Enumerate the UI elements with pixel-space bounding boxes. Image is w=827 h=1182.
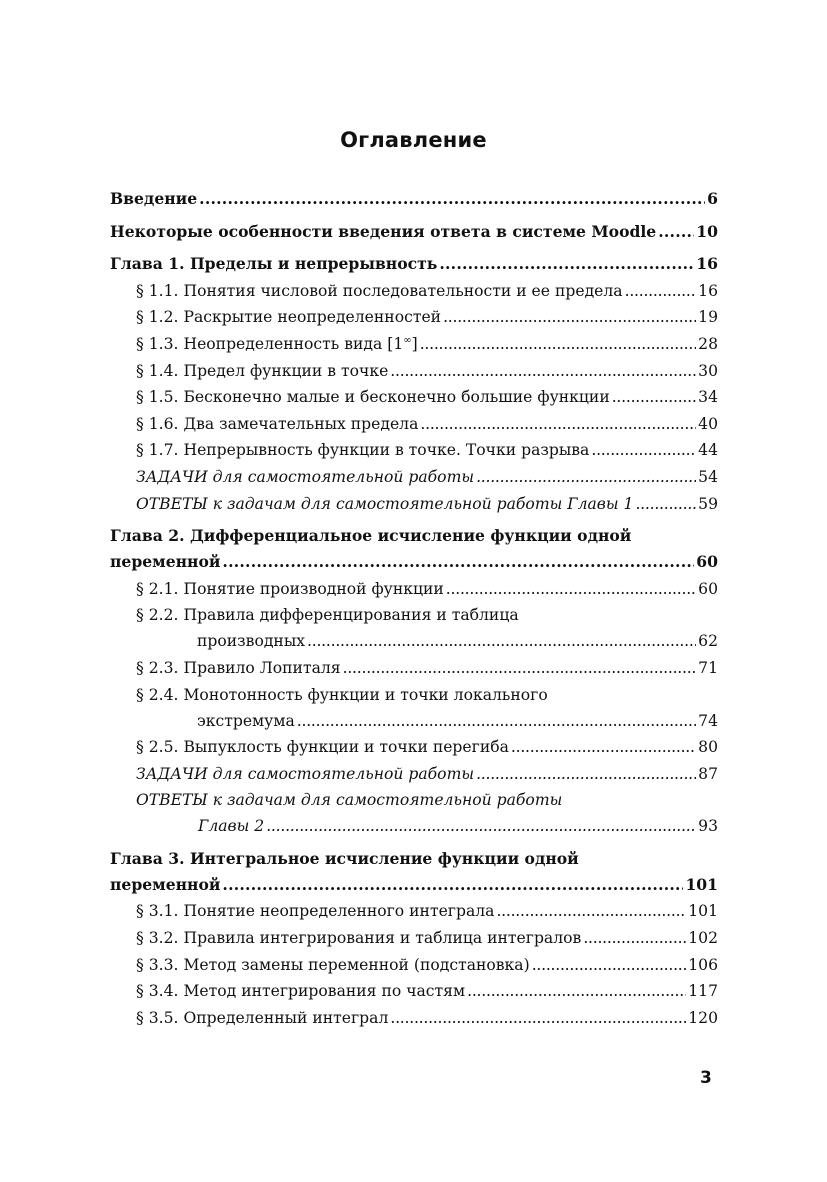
dot-leader [390, 358, 696, 385]
dot-leader [625, 278, 697, 305]
dot-leader [266, 813, 696, 840]
toc-entry-chapter-3-line2[interactable] [110, 872, 718, 899]
toc-entry-label: Введение [110, 189, 198, 208]
toc-entry-page: 101 [685, 874, 718, 894]
toc-entry-label: § 1.2. Раскрытие неопределенностей [136, 308, 442, 327]
toc-entry-page: 93 [698, 817, 718, 836]
toc-entry-intro[interactable] [110, 186, 718, 213]
toc-entry-label-bracket: ] [411, 334, 418, 353]
toc-entry-page: 54 [698, 467, 718, 486]
toc-entry-section-2-2-line1[interactable] [110, 602, 718, 628]
toc-entry-label: § 3.4. Метод интегрирования по частям [136, 982, 466, 1001]
toc-entry-label: ОТВЕТЫ к задачам для самостоятельной работы Главы 1 [136, 494, 634, 513]
toc-entry-tasks-2[interactable] [110, 761, 718, 788]
toc-entry-section-1-2[interactable] [110, 304, 718, 331]
toc-entry-page: 59 [698, 494, 718, 513]
dot-leader [297, 708, 696, 735]
dot-leader [476, 464, 696, 491]
toc-entry-label: § 2.5. Выпуклость функции и точки перегиба [136, 738, 509, 757]
toc-entry-answers-2-line1[interactable] [110, 787, 718, 813]
toc-entry-section-3-5[interactable] [110, 1005, 718, 1032]
toc-entry-section-2-1[interactable] [110, 576, 718, 603]
dot-leader [307, 628, 696, 655]
toc-entry-answers-1[interactable] [110, 491, 718, 518]
table-of-contents [110, 186, 718, 1031]
dot-leader [612, 384, 696, 411]
toc-entry-label-text: § 1.3. Неопределенность вида [1 [136, 334, 404, 353]
toc-entry-label: § 2.2. Правила дифференцирования и таблица [136, 606, 519, 625]
toc-entry-label: Главы 2 [198, 817, 265, 836]
toc-entry-page: 71 [698, 658, 718, 677]
toc-entry-section-3-1[interactable] [110, 898, 718, 925]
toc-entry-label: § 3.3. Метод замены переменной (подстановка) [136, 955, 530, 974]
toc-entry-label: Глава 2. Дифференциальное исчисление функции одной [110, 526, 632, 546]
toc-entry-label: ЗАДАЧИ для самостоятельной работы [136, 467, 475, 486]
dot-leader [635, 491, 696, 518]
toc-entry-page: 117 [688, 982, 718, 1001]
toc-entry-section-2-4-line1[interactable] [110, 682, 718, 708]
dot-leader [591, 437, 696, 464]
toc-entry-page: 30 [698, 361, 718, 380]
toc-entry-page: 74 [698, 711, 718, 730]
page-number: 3 [700, 1068, 712, 1088]
toc-entry-page: 101 [688, 902, 718, 921]
dot-leader [222, 549, 694, 576]
toc-entry-page: 87 [698, 764, 718, 783]
toc-entry-chapter-1[interactable] [110, 251, 718, 278]
toc-entry-label: ОТВЕТЫ к задачам для самостоятельной работы [136, 791, 563, 810]
toc-entry-label: § 2.3. Правило Лопиталя [136, 658, 341, 677]
toc-entry-section-2-5[interactable] [110, 734, 718, 761]
dot-leader [583, 925, 686, 952]
toc-entry-section-1-5[interactable] [110, 384, 718, 411]
toc-entry-label: экстремума [197, 711, 295, 730]
dot-leader [420, 331, 696, 358]
dot-leader [199, 186, 705, 213]
toc-entry-chapter-2-line1[interactable] [110, 523, 718, 549]
toc-entry-page: 6 [707, 189, 718, 208]
dot-leader [343, 655, 697, 682]
toc-entry-page: 60 [696, 552, 718, 572]
toc-entry-label: § 1.4. Предел функции в точке [136, 361, 389, 380]
toc-entry-label: производных [197, 632, 306, 651]
toc-entry-section-3-4[interactable] [110, 978, 718, 1005]
toc-entry-label: ЗАДАЧИ для самостоятельной работы [136, 764, 475, 783]
toc-entry-section-1-1[interactable] [110, 278, 718, 305]
toc-entry-moodle[interactable] [110, 219, 718, 246]
toc-entry-page: 28 [698, 334, 718, 353]
dot-leader [420, 411, 696, 438]
toc-entry-label: § 2.4. Монотонность функции и точки локального [136, 685, 548, 704]
dot-leader [446, 576, 696, 603]
toc-entry-tasks-1[interactable] [110, 464, 718, 491]
toc-entry-section-1-3[interactable] [110, 331, 718, 358]
dot-leader [658, 219, 694, 246]
toc-entry-label: § 3.5. Определенный интеграл [136, 1008, 389, 1027]
toc-entry-page: 120 [688, 1008, 718, 1027]
toc-entry-label: § 3.2. Правила интегрирования и таблица интегралов [136, 929, 582, 948]
toc-entry-label: § 2.1. Понятие производной функции [136, 579, 444, 598]
toc-entry-section-2-3[interactable] [110, 655, 718, 682]
infinity-superscript: ∞ [403, 334, 412, 346]
toc-entry-label: § 3.1. Понятие неопределенного интеграла [136, 902, 495, 921]
dot-leader [439, 251, 694, 278]
toc-entry-label [136, 331, 418, 358]
toc-entry-page: 19 [698, 308, 718, 327]
dot-leader [222, 872, 683, 899]
toc-entry-page: 40 [698, 414, 718, 433]
toc-entry-label: переменной [110, 552, 221, 572]
toc-entry-answers-2-line2[interactable] [110, 813, 718, 840]
dot-leader [443, 304, 696, 331]
toc-entry-page: 34 [698, 388, 718, 407]
toc-entry-section-1-6[interactable] [110, 411, 718, 438]
toc-entry-section-1-7[interactable] [110, 437, 718, 464]
dot-leader [390, 1005, 686, 1032]
toc-entry-chapter-2-line2[interactable] [110, 549, 718, 576]
dot-leader [496, 898, 686, 925]
dot-leader [511, 734, 696, 761]
toc-entry-section-3-3[interactable] [110, 952, 718, 979]
toc-entry-page: 44 [698, 441, 718, 460]
toc-entry-page: 102 [688, 929, 718, 948]
toc-entry-section-2-4-line2[interactable] [110, 708, 718, 735]
toc-entry-label: Глава 3. Интегральное исчисление функции одной [110, 848, 579, 868]
toc-entry-label: переменной [110, 874, 221, 894]
toc-entry-page: 80 [698, 738, 718, 757]
toc-entry-label: Некоторые особенности введения ответа в системе Moodle [110, 221, 657, 241]
toc-entry-chapter-3-line1[interactable] [110, 846, 718, 872]
toc-entry-page: 62 [698, 632, 718, 651]
toc-entry-label: Глава 1. Пределы и непрерывность [110, 254, 438, 274]
toc-entry-section-2-2-line2[interactable] [110, 628, 718, 655]
toc-entry-page: 60 [698, 579, 718, 598]
dot-leader [467, 978, 686, 1005]
dot-leader [532, 952, 687, 979]
toc-entry-label: § 1.7. Непрерывность функции в точке. Точки разрыва [136, 441, 590, 460]
toc-entry-page: 16 [696, 254, 718, 274]
toc-entry-label: § 1.6. Два замечательных предела [136, 414, 419, 433]
toc-entry-label: § 1.1. Понятия числовой последовательности и ее предела [136, 281, 623, 300]
toc-entry-section-1-4[interactable] [110, 358, 718, 385]
toc-entry-page: 10 [696, 221, 718, 241]
toc-entry-page: 106 [688, 955, 718, 974]
toc-entry-label: § 1.5. Бесконечно малые и бесконечно большие функции [136, 388, 610, 407]
page-title: Оглавление [340, 128, 487, 152]
toc-entry-page: 16 [698, 281, 718, 300]
dot-leader [476, 761, 696, 788]
toc-entry-section-3-2[interactable] [110, 925, 718, 952]
